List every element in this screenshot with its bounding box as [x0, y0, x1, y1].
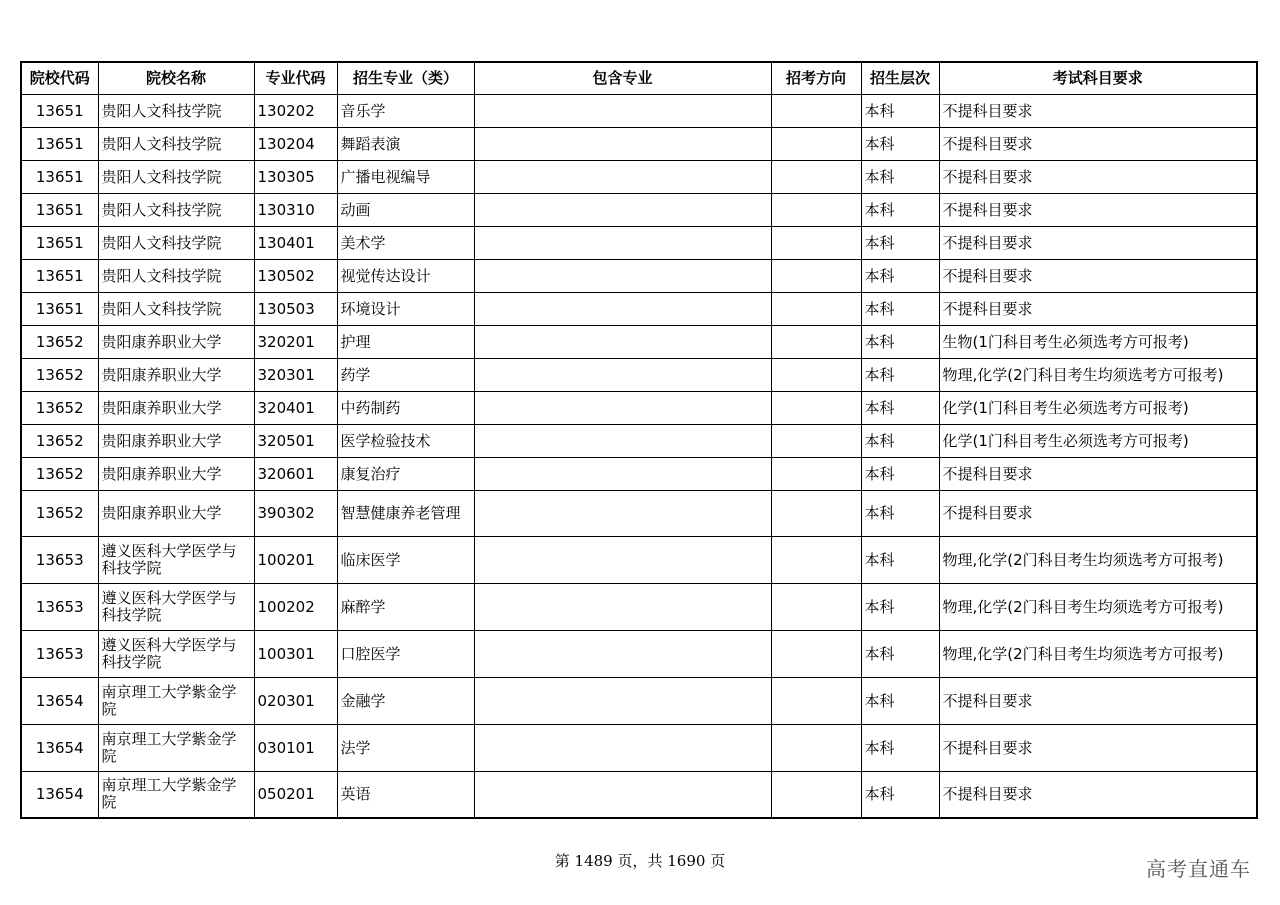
cell-school-code: 13652 [21, 458, 98, 491]
cell-included-majors [474, 537, 771, 584]
cell-school-name: 贵阳人文科技学院 [98, 293, 254, 326]
cell-subject-requirements: 不提科目要求 [939, 161, 1257, 194]
cell-direction [771, 161, 861, 194]
header-school-code: 院校代码 [21, 62, 98, 95]
cell-included-majors [474, 491, 771, 537]
cell-school-name: 贵阳康养职业大学 [98, 425, 254, 458]
cell-level: 本科 [861, 161, 939, 194]
cell-school-code: 13652 [21, 425, 98, 458]
cell-school-name: 贵阳人文科技学院 [98, 227, 254, 260]
cell-direction [771, 425, 861, 458]
cell-level: 本科 [861, 359, 939, 392]
cell-major-code: 100201 [254, 537, 337, 584]
cell-major-name: 环境设计 [337, 293, 474, 326]
table-row [21, 95, 1257, 128]
cell-school-code: 13652 [21, 491, 98, 537]
cell-major-name: 法学 [337, 725, 474, 772]
cell-included-majors [474, 95, 771, 128]
cell-school-name: 南京理工大学紫金学院 [98, 772, 254, 818]
cell-subject-requirements: 物理,化学(2门科目考生均须选考方可报考) [939, 537, 1257, 584]
cell-major-code: 130310 [254, 194, 337, 227]
cell-school-name: 贵阳人文科技学院 [98, 128, 254, 161]
cell-level: 本科 [861, 772, 939, 818]
cell-included-majors [474, 772, 771, 818]
cell-school-name: 南京理工大学紫金学院 [98, 678, 254, 725]
header-school-name: 院校名称 [98, 62, 254, 95]
table-row [21, 584, 1257, 631]
cell-subject-requirements: 不提科目要求 [939, 95, 1257, 128]
cell-subject-requirements: 不提科目要求 [939, 194, 1257, 227]
cell-subject-requirements: 不提科目要求 [939, 293, 1257, 326]
cell-subject-requirements: 不提科目要求 [939, 678, 1257, 725]
cell-school-code: 13651 [21, 128, 98, 161]
cell-direction [771, 194, 861, 227]
cell-school-code: 13653 [21, 584, 98, 631]
cell-school-code: 13653 [21, 537, 98, 584]
cell-level: 本科 [861, 128, 939, 161]
cell-major-code: 320301 [254, 359, 337, 392]
header-direction: 招考方向 [771, 62, 861, 95]
cell-major-name: 医学检验技术 [337, 425, 474, 458]
table-row [21, 293, 1257, 326]
cell-subject-requirements: 不提科目要求 [939, 491, 1257, 537]
cell-school-name: 贵阳人文科技学院 [98, 161, 254, 194]
header-included-majors: 包含专业 [474, 62, 771, 95]
cell-major-code: 320401 [254, 392, 337, 425]
table-row [21, 631, 1257, 678]
header-major-code: 专业代码 [254, 62, 337, 95]
cell-major-code: 130503 [254, 293, 337, 326]
cell-school-name: 贵阳康养职业大学 [98, 392, 254, 425]
table-row [21, 725, 1257, 772]
cell-subject-requirements: 不提科目要求 [939, 458, 1257, 491]
table-row [21, 392, 1257, 425]
cell-school-code: 13651 [21, 293, 98, 326]
header-major-category: 招生专业（类） [337, 62, 474, 95]
cell-school-code: 13654 [21, 678, 98, 725]
watermark-logo: 高考直通车 [1146, 857, 1251, 881]
cell-level: 本科 [861, 95, 939, 128]
cell-major-name: 护理 [337, 326, 474, 359]
cell-major-code: 130502 [254, 260, 337, 293]
cell-major-name: 口腔医学 [337, 631, 474, 678]
cell-major-code: 030101 [254, 725, 337, 772]
table-row [21, 458, 1257, 491]
cell-school-name: 贵阳人文科技学院 [98, 260, 254, 293]
cell-major-name: 智慧健康养老管理 [337, 491, 474, 537]
cell-subject-requirements: 不提科目要求 [939, 227, 1257, 260]
cell-school-code: 13654 [21, 725, 98, 772]
cell-school-code: 13652 [21, 392, 98, 425]
table-row [21, 260, 1257, 293]
cell-school-name: 南京理工大学紫金学院 [98, 725, 254, 772]
cell-major-name: 美术学 [337, 227, 474, 260]
cell-direction [771, 128, 861, 161]
cell-major-name: 广播电视编导 [337, 161, 474, 194]
cell-included-majors [474, 128, 771, 161]
cell-school-code: 13651 [21, 95, 98, 128]
cell-major-code: 130305 [254, 161, 337, 194]
cell-major-code: 390302 [254, 491, 337, 537]
cell-major-name: 药学 [337, 359, 474, 392]
cell-level: 本科 [861, 260, 939, 293]
cell-major-code: 320501 [254, 425, 337, 458]
cell-included-majors [474, 425, 771, 458]
cell-level: 本科 [861, 392, 939, 425]
cell-school-code: 13651 [21, 194, 98, 227]
cell-major-code: 320201 [254, 326, 337, 359]
cell-major-name: 视觉传达设计 [337, 260, 474, 293]
cell-level: 本科 [861, 678, 939, 725]
cell-major-code: 130401 [254, 227, 337, 260]
cell-subject-requirements: 化学(1门科目考生必须选考方可报考) [939, 392, 1257, 425]
cell-subject-requirements: 不提科目要求 [939, 725, 1257, 772]
cell-major-name: 金融学 [337, 678, 474, 725]
table-row [21, 359, 1257, 392]
table-row [21, 772, 1257, 818]
cell-direction [771, 392, 861, 425]
cell-subject-requirements: 物理,化学(2门科目考生均须选考方可报考) [939, 631, 1257, 678]
cell-major-name: 舞蹈表演 [337, 128, 474, 161]
cell-school-name: 遵义医科大学医学与科技学院 [98, 537, 254, 584]
table-row [21, 425, 1257, 458]
cell-school-name: 贵阳人文科技学院 [98, 194, 254, 227]
table-row [21, 227, 1257, 260]
cell-direction [771, 293, 861, 326]
cell-major-name: 康复治疗 [337, 458, 474, 491]
cell-direction [771, 491, 861, 537]
table-header-row [21, 62, 1257, 95]
cell-school-code: 13653 [21, 631, 98, 678]
cell-direction [771, 359, 861, 392]
table-row [21, 326, 1257, 359]
cell-direction [771, 326, 861, 359]
cell-included-majors [474, 227, 771, 260]
cell-included-majors [474, 260, 771, 293]
cell-major-code: 130202 [254, 95, 337, 128]
cell-included-majors [474, 161, 771, 194]
cell-school-name: 遵义医科大学医学与科技学院 [98, 631, 254, 678]
cell-included-majors [474, 326, 771, 359]
cell-level: 本科 [861, 425, 939, 458]
cell-school-code: 13651 [21, 227, 98, 260]
table-row [21, 194, 1257, 227]
cell-major-name: 动画 [337, 194, 474, 227]
table-row [21, 491, 1257, 537]
cell-subject-requirements: 物理,化学(2门科目考生均须选考方可报考) [939, 584, 1257, 631]
cell-included-majors [474, 725, 771, 772]
cell-direction [771, 260, 861, 293]
admissions-table [20, 61, 1258, 819]
cell-school-code: 13651 [21, 260, 98, 293]
cell-included-majors [474, 392, 771, 425]
cell-major-name: 音乐学 [337, 95, 474, 128]
cell-major-code: 020301 [254, 678, 337, 725]
cell-included-majors [474, 293, 771, 326]
cell-included-majors [474, 458, 771, 491]
cell-major-name: 中药制药 [337, 392, 474, 425]
cell-major-name: 临床医学 [337, 537, 474, 584]
cell-school-code: 13651 [21, 161, 98, 194]
cell-included-majors [474, 194, 771, 227]
cell-level: 本科 [861, 537, 939, 584]
cell-direction [771, 772, 861, 818]
cell-school-name: 贵阳康养职业大学 [98, 491, 254, 537]
cell-major-code: 320601 [254, 458, 337, 491]
cell-level: 本科 [861, 227, 939, 260]
cell-included-majors [474, 359, 771, 392]
page-number: 第 1489 页，共 1690 页 [554, 852, 726, 870]
cell-direction [771, 227, 861, 260]
cell-school-code: 13654 [21, 772, 98, 818]
cell-major-name: 英语 [337, 772, 474, 818]
cell-subject-requirements: 物理,化学(2门科目考生均须选考方可报考) [939, 359, 1257, 392]
cell-school-name: 贵阳人文科技学院 [98, 95, 254, 128]
table-row [21, 537, 1257, 584]
cell-level: 本科 [861, 725, 939, 772]
table-row [21, 161, 1257, 194]
cell-direction [771, 584, 861, 631]
cell-direction [771, 725, 861, 772]
cell-direction [771, 537, 861, 584]
cell-school-name: 贵阳康养职业大学 [98, 359, 254, 392]
cell-included-majors [474, 631, 771, 678]
cell-major-code: 050201 [254, 772, 337, 818]
cell-direction [771, 95, 861, 128]
cell-major-code: 130204 [254, 128, 337, 161]
cell-direction [771, 631, 861, 678]
cell-included-majors [474, 678, 771, 725]
cell-subject-requirements: 化学(1门科目考生必须选考方可报考) [939, 425, 1257, 458]
cell-included-majors [474, 584, 771, 631]
header-level: 招生层次 [861, 62, 939, 95]
cell-school-code: 13652 [21, 359, 98, 392]
cell-major-name: 麻醉学 [337, 584, 474, 631]
cell-level: 本科 [861, 194, 939, 227]
cell-level: 本科 [861, 293, 939, 326]
header-subject-requirements: 考试科目要求 [939, 62, 1257, 95]
cell-direction [771, 678, 861, 725]
cell-level: 本科 [861, 491, 939, 537]
cell-subject-requirements: 不提科目要求 [939, 772, 1257, 818]
cell-school-name: 贵阳康养职业大学 [98, 326, 254, 359]
cell-major-code: 100202 [254, 584, 337, 631]
table-row [21, 128, 1257, 161]
cell-subject-requirements: 不提科目要求 [939, 128, 1257, 161]
cell-level: 本科 [861, 326, 939, 359]
cell-level: 本科 [861, 631, 939, 678]
cell-school-name: 贵阳康养职业大学 [98, 458, 254, 491]
cell-level: 本科 [861, 458, 939, 491]
table-row [21, 678, 1257, 725]
cell-subject-requirements: 生物(1门科目考生必须选考方可报考) [939, 326, 1257, 359]
cell-major-code: 100301 [254, 631, 337, 678]
cell-school-code: 13652 [21, 326, 98, 359]
cell-level: 本科 [861, 584, 939, 631]
cell-direction [771, 458, 861, 491]
cell-school-name: 遵义医科大学医学与科技学院 [98, 584, 254, 631]
cell-subject-requirements: 不提科目要求 [939, 260, 1257, 293]
